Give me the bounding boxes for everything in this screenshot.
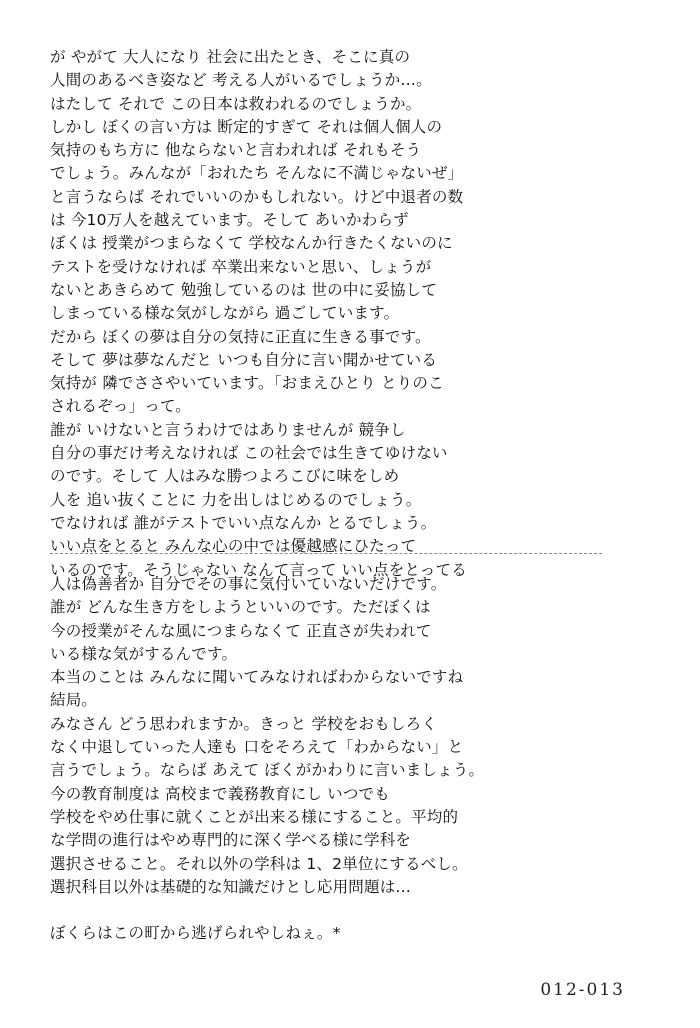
text-line: テストを受けなければ 卒業出来ないと思い、しょうが [50, 257, 432, 276]
text-line: 今の授業がそんな風につまらなくて 正直さが失われて [50, 621, 432, 640]
text-line: 気持のもち方に 他ならないと言われれば それもそう [50, 141, 422, 160]
text-line: な学問の進行はやめ専門的に深く学べる様に学科を [50, 831, 412, 850]
text-line: はたして それで この日本は救われるのでしょうか。 [50, 94, 422, 113]
text-line: されるぞっ」って。 [50, 397, 191, 416]
text-line: なく中退していった人達も 口をそろえて「わからない」と [50, 738, 464, 757]
page-number: 012-013 [540, 980, 625, 1000]
text-line: そして 夢は夢なんだと いつも自分に言い聞かせている [50, 350, 438, 369]
text-line: が やがて 大人になり 社会に出たとき、そこに真の [50, 48, 411, 66]
text-line: 今の教育制度は 高校まで義務教育にし いつでも [50, 784, 390, 803]
text-line: 選択科目以外は基礎的な知識だけとし応用問題は… [50, 877, 412, 896]
dashed-divider [50, 553, 602, 554]
text-line: だから ぼくの夢は自分の気持に正直に生きる事です。 [50, 327, 431, 346]
text-line: でしょう。みんなが「おれたち そんなに不満じゃないぜ」 [50, 164, 464, 183]
text-line: いる様な気がするんです。 [50, 644, 238, 663]
text-line: 誰が いけないと言うわけではありませんが 競争し [50, 420, 406, 439]
text-line: 誰が どんな生き方をしようといいのです。ただぼくは [50, 598, 431, 617]
text-line: 本当のことは みんなに聞いてみなければわからないですね [50, 668, 464, 687]
text-line: しまっている様な気がしながら 過ごしています。 [50, 304, 400, 323]
text-line: は 今10万人を越えています。そして あいかわらず [50, 211, 409, 230]
text-line: いい点をとると みんな心の中では優越感にひたって [50, 537, 417, 556]
text-line: しかし ぼくの言い方は 断定的すぎて それは個人個人の [50, 117, 443, 136]
text-line: 人間のあるべき姿など 考える人がいるでしょうか…。 [50, 71, 432, 90]
text-line: 選択させること。それ以外の学科は 1、2単位にするべし。 [50, 854, 468, 873]
text-line: 気持が 隣でささやいています。「おまえひとり とりのこ [50, 374, 444, 393]
text-line: のです。そして 人はみな勝つよろこびに味をしめ [50, 467, 400, 486]
blank-line [50, 899, 650, 922]
essay-section-1 [50, 46, 650, 582]
closing-line: ぼくらはこの町から逃げられやしねぇ。* [50, 924, 341, 943]
text-line: 人を 追い抜くことに 力を出しはじめるのでしょう。 [50, 490, 422, 509]
text-line: 学校をやめ仕事に就くことが出来る様にすること。平均的 [50, 807, 459, 826]
text-line: でなければ 誰がテストでいい点なんか とるでしょう。 [50, 513, 437, 532]
text-line: ぼくは 授業がつまらなくて 学校なんか行きたくないのに [50, 234, 453, 253]
text-line: みなさん どう思われますか。きっと 学校をおもしろく [50, 714, 438, 733]
text-line: 結局。 [50, 691, 98, 710]
text-line: いるのです。そうじゃない なんて言って いい点をとってる [50, 560, 467, 579]
essay-section-2 [50, 573, 650, 946]
text-line: 自分の事だけ考えなければ この社会では生きてゆけない [50, 444, 448, 463]
text-line: ないとあきらめて 勉強しているのは 世の中に妥協して [50, 280, 438, 299]
text-line: と言うならば それでいいのかもしれない。けど中退者の数 [50, 187, 464, 206]
text-line: 言うでしょう。ならば あえて ぼくがかわりに言いましょう。 [50, 761, 485, 780]
text-line: 人は偽善者か 自分でその事に気付いていないだけです。 [50, 575, 447, 593]
